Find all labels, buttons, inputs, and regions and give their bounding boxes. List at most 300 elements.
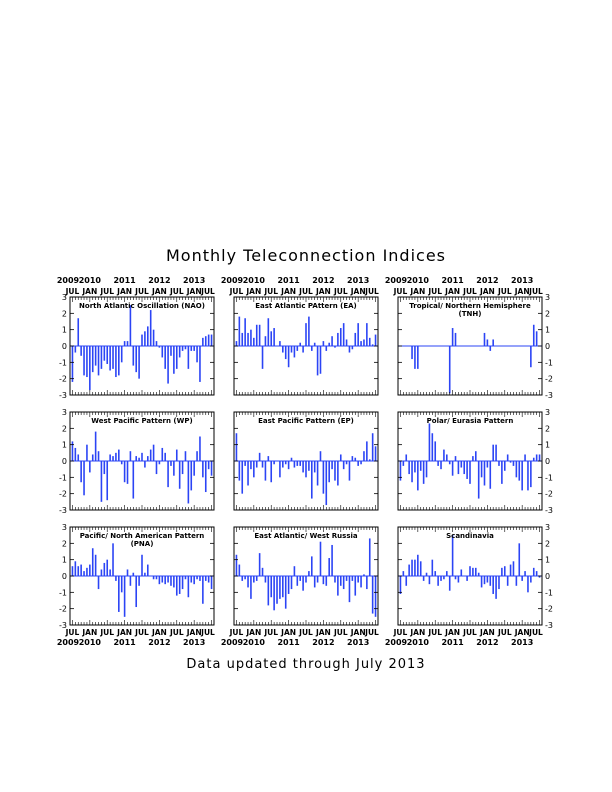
bar [320,346,322,374]
bar [414,461,416,472]
bar [357,323,359,346]
bar [202,576,204,604]
bar [173,461,175,476]
bar [95,432,97,461]
bar [349,576,351,602]
bar [530,576,532,583]
bar [159,576,161,584]
bar [241,576,243,581]
bar [115,576,117,581]
bar [481,576,483,587]
panel-title: East Pacific Pattern (EP) [258,417,354,425]
y-tick-label: 3 [61,523,67,532]
bar [372,576,374,614]
bar [121,576,123,592]
bar [250,461,252,469]
bar [196,346,198,362]
bar [92,548,94,576]
bar [449,576,451,591]
bar [265,461,267,481]
y-tick-label: 0 [545,342,551,351]
bar [247,461,249,486]
bar [282,576,284,597]
bar [159,461,161,464]
bar [366,323,368,346]
year-label: 2009 [220,638,244,647]
bar [354,458,356,461]
month-label: JUL [393,287,408,296]
bar [317,461,319,486]
bar [349,346,351,353]
panels-grid [57,276,553,647]
bar [487,461,489,468]
bar [153,330,155,346]
bar [489,576,491,586]
bar [305,461,307,477]
bar [461,461,463,468]
bar [176,576,178,596]
bar [288,461,290,469]
bar [489,346,491,351]
bar [115,453,117,461]
bar [288,346,290,367]
panel-8 [221,527,379,647]
y-tick-label: -1 [59,588,67,598]
month-label: JUL [299,287,313,296]
bar [173,576,175,587]
bar [311,346,313,351]
month-label: JAN [151,628,167,637]
panel-title: North Atlantic Oscillation (NAO) [79,302,205,310]
bar [337,333,339,346]
year-label: 2013 [511,638,534,647]
month-label: JUL [169,287,184,296]
bar [372,433,374,461]
bar [536,454,538,461]
bar [308,461,310,471]
bar [109,454,111,461]
bar [118,450,120,461]
bar [469,461,471,484]
bar [89,346,91,390]
bar [147,456,149,461]
bar [369,538,371,576]
bar [202,338,204,346]
y-tick-label: 2 [545,424,551,434]
bar [400,576,402,594]
bar [265,576,267,583]
y-tick-label: -1 [545,358,553,368]
y-tick-label: -2 [59,374,67,384]
year-label: 2009 [384,276,408,285]
bar [190,576,192,583]
bar [524,571,526,576]
panel-1 [57,276,215,400]
bar [236,555,238,576]
bar [375,446,377,461]
bar [199,576,201,581]
bar [343,461,345,469]
bar [256,576,258,581]
bar [156,576,158,579]
bar [369,338,371,346]
month-label: JUL [65,628,80,637]
bar [449,461,451,464]
bar [311,461,313,499]
bar [256,325,258,346]
bar [188,461,190,503]
bar [98,451,100,461]
bar [408,565,410,576]
bar [188,576,190,597]
bar [147,565,149,576]
bar [95,555,97,576]
bar [308,317,310,346]
month-label: JAN [350,287,366,296]
month-label: JAN [117,287,133,296]
bar [182,576,184,589]
bar [259,553,261,576]
bar [273,576,275,610]
month-label: JAN [117,628,133,637]
bar [250,576,252,599]
y-tick-label: 0 [61,572,67,581]
bar [288,576,290,594]
bar [133,573,135,576]
bar [262,346,264,369]
bar [150,450,152,461]
bar [294,566,296,576]
month-label: JAN [82,287,98,296]
bar [208,461,210,469]
y-tick-label: 0 [61,457,67,466]
bar [337,576,339,596]
bar [475,568,477,576]
bar [510,565,512,576]
y-tick-label: 1 [61,325,67,335]
bar [363,339,365,346]
bar [440,461,442,469]
bar [147,326,149,346]
bar [211,461,213,476]
bar [112,543,114,576]
bar [498,576,500,589]
bar [247,576,249,587]
bar [426,461,428,477]
bar [323,461,325,494]
year-label: 2012 [476,276,499,285]
month-label: JUL [529,287,543,296]
bar [458,576,460,583]
bar [440,576,442,581]
bar [72,566,74,576]
month-label: JUL [135,628,149,637]
bar [135,576,137,607]
bar [193,576,195,584]
bar [247,333,249,346]
bar [211,576,213,589]
bar [167,576,169,583]
bar [193,346,195,351]
bar [273,328,275,346]
bar [239,317,241,346]
bar [414,560,416,576]
bar [262,568,264,576]
bar [150,310,152,346]
bar [305,323,307,346]
bar [423,461,425,484]
bar [101,461,103,502]
bar [417,555,419,576]
bar [127,341,129,346]
bar [104,346,106,361]
bar [161,346,163,357]
bar [124,576,126,617]
bar [507,454,509,461]
month-label: JAN [186,628,202,637]
bar [426,573,428,576]
bar [466,576,468,581]
bar [305,576,307,583]
bar [262,461,264,468]
bar [144,331,146,346]
month-label: JUL [365,628,379,637]
bar [199,346,201,382]
y-tick-label: 0 [545,457,551,466]
bar [478,461,480,499]
bar [521,461,523,490]
bar [466,461,468,479]
bar [492,339,494,346]
bar [259,325,261,346]
month-label: JAN [246,287,262,296]
bar [86,346,88,377]
year-label: 2010 [406,638,429,647]
bar [314,343,316,346]
bar [196,451,198,461]
bar [179,576,181,594]
bar [291,346,293,353]
panel-title: (PNA) [130,540,154,548]
bar [127,569,129,576]
bar [411,461,413,482]
bar [317,576,319,583]
bar [366,441,368,461]
bar [432,560,434,576]
bar [127,461,129,484]
bar [173,346,175,374]
bar [323,576,325,584]
bar [104,461,106,474]
bar [369,459,371,461]
y-tick-label: -2 [59,604,67,614]
bar [75,346,77,353]
month-label: JAN [315,628,331,637]
bar [124,461,126,482]
bar [405,576,407,586]
month-label: JUL [264,628,279,637]
bar [533,325,535,346]
bar [282,461,284,468]
bar [176,346,178,369]
bar [320,451,322,461]
bar [273,461,275,464]
bar [83,571,85,576]
year-label: 2013 [347,276,370,285]
month-label: JUL [333,628,348,637]
bar [449,346,451,393]
bar [434,571,436,576]
year-label: 2011 [277,276,300,285]
bar [510,461,512,463]
month-label: JAN [82,628,98,637]
bar [205,336,207,346]
panel-title: Pacific/ North American Pattern [79,532,205,540]
year-label: 2011 [277,638,300,647]
y-tick-label: 2 [61,424,67,434]
bar [478,573,480,576]
y-tick-label: 3 [545,408,551,417]
bar [92,346,94,372]
bar [408,461,410,474]
bar [259,453,261,461]
bar [414,346,416,369]
bar [270,576,272,597]
chart-title: Monthly Teleconnection Indices [165,246,447,265]
bar [106,461,108,500]
month-label: JUL [229,628,244,637]
bar [244,576,246,579]
bar [77,566,79,576]
bar [161,448,163,461]
month-label: JUL [529,628,543,637]
bar [521,576,523,581]
bar [443,576,445,579]
bar [170,346,172,356]
bar [138,458,140,461]
bar [487,576,489,583]
bar [294,346,296,357]
month-label: JUL [497,628,512,637]
bar [334,346,336,348]
month-label: JUL [333,287,348,296]
bar [294,461,296,468]
bar [285,461,287,464]
bar [346,339,348,346]
bar [95,346,97,366]
bar [115,346,117,377]
bar [205,461,207,492]
footer-note: Data updated through July 2013 [186,657,426,672]
bar [138,346,140,379]
bar [501,461,503,484]
bar [196,576,198,579]
bar [432,433,434,461]
y-tick-label: -3 [59,506,67,515]
bar [352,456,354,461]
year-label: 2010 [242,276,265,285]
bar [211,335,213,346]
month-label: JUL [135,287,149,296]
year-label: 2012 [312,276,335,285]
y-tick-label: 1 [545,325,551,335]
bar [495,445,497,461]
bar [144,461,146,468]
bar [124,341,126,346]
month-label: JUL [497,287,512,296]
y-tick-label: -2 [545,374,553,384]
month-label: JUL [100,287,115,296]
panel-2 [221,276,379,395]
month-label: JAN [281,287,297,296]
bar [403,461,405,466]
bar [118,346,120,375]
year-label: 2010 [242,638,265,647]
month-label: JUL [428,287,443,296]
bar [80,346,82,356]
bar [179,346,181,357]
bar [354,333,356,346]
month-label: JUL [463,628,477,637]
year-label: 2009 [56,638,80,647]
bar [533,458,535,461]
bar [317,346,319,375]
panel-9 [385,523,553,647]
y-tick-label: 3 [545,293,551,302]
bar [504,566,506,576]
bar [159,346,161,348]
bar [239,565,241,576]
bar [328,343,330,346]
bar [98,346,100,375]
month-label: JUL [201,628,215,637]
y-tick-label: 3 [545,523,551,532]
month-label: JAN [514,628,530,637]
bar [179,461,181,489]
bar [360,461,362,464]
bar [452,535,454,576]
bar [314,576,316,587]
y-tick-label: 1 [545,555,551,565]
bar [323,341,325,346]
bar [530,346,532,367]
bar [118,576,120,612]
bar [138,576,140,586]
bar [328,461,330,482]
y-tick-label: 2 [61,539,67,549]
bar [443,450,445,461]
bar [236,433,238,461]
year-label: 2012 [148,276,171,285]
bar [354,576,356,596]
bar [516,576,518,586]
month-label: JAN [479,287,495,296]
panel-title: Polar/ Eurasia Pattern [426,417,514,425]
month-label: JUL [100,628,115,637]
bar [325,346,327,351]
bar [75,561,77,576]
panel-title: Scandinavia [446,532,494,540]
bar [343,576,345,589]
month-label: JAN [350,628,366,637]
bar [484,461,486,486]
bar [337,461,339,486]
panel-title: West Pacific Pattern (WP) [91,417,193,425]
panel-7 [57,523,215,647]
bar [420,461,422,471]
bar [530,461,532,487]
bar [437,576,439,586]
